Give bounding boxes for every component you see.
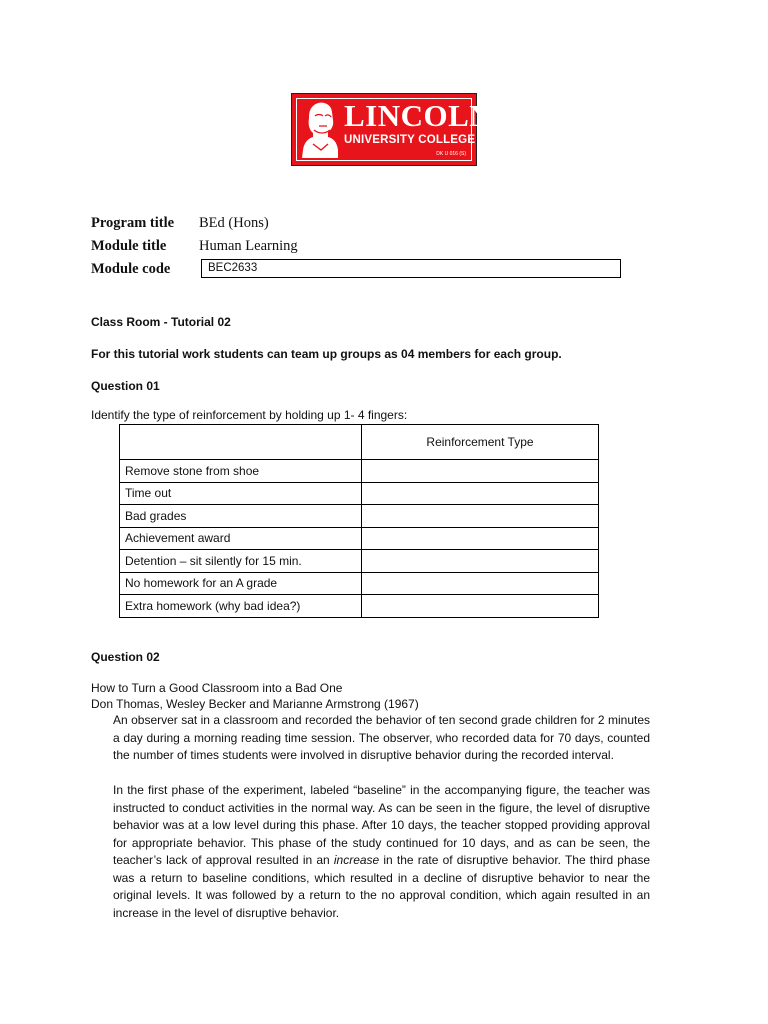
module-title-label: Module title	[91, 238, 167, 254]
question-02-paragraph-2	[113, 782, 650, 922]
behavior-cell: No homework for an A grade	[120, 572, 362, 595]
behavior-cell: Time out	[120, 482, 362, 505]
answer-cell	[362, 572, 599, 595]
logo-registration: DK U 016 (S)	[436, 151, 466, 157]
question-02-heading: Question 02	[91, 650, 160, 664]
table-row	[120, 482, 599, 505]
answer-cell	[362, 460, 599, 483]
question-02-paragraph-1: An observer sat in a classroom and recorded the behavior of ten second grade children for 2 minutes a day during a morning reading time session. The observer, who recorded data for 70 days, counted the number of times students were involved in disruptive behavior during the recorded interval.	[113, 713, 650, 762]
answer-cell	[362, 527, 599, 550]
behavior-cell: Remove stone from shoe	[120, 460, 362, 483]
table-row	[120, 505, 599, 528]
question-01-heading: Question 01	[91, 379, 160, 393]
table-header-row	[120, 425, 599, 460]
tutorial-intro: For this tutorial work students can team up groups as 04 members for each group.	[91, 347, 562, 361]
behavior-cell: Detention – sit silently for 15 min.	[120, 550, 362, 573]
module-code-field: BEC2633	[201, 259, 621, 278]
answer-cell	[362, 505, 599, 528]
table-row	[120, 595, 599, 618]
table-row	[120, 527, 599, 550]
paragraph-2-part-b: in the rate of disruptive behavior. The third phase was a return to baseline conditions, which resulted in a decline of disruptive behavior to near the original levels. It was followed by a return to the no approval condition, which again resulted in an increase in the level of disruptive behavior.	[113, 853, 650, 920]
reinforcement-table	[119, 424, 599, 618]
logo-brand-text: LINCOLN	[344, 98, 493, 133]
table-row	[120, 460, 599, 483]
question-01-prompt: Identify the type of reinforcement by holding up 1- 4 fingers:	[91, 408, 408, 422]
behavior-cell: Achievement award	[120, 527, 362, 550]
table-header-reinforcement-type: Reinforcement Type	[362, 425, 599, 460]
lincoln-bust-icon	[301, 100, 339, 158]
module-code-label: Module code	[91, 261, 171, 277]
logo-subtitle: UNIVERSITY COLLEGE	[344, 134, 476, 146]
program-title-label: Program title	[91, 215, 175, 231]
table-row	[120, 550, 599, 573]
table-row	[120, 572, 599, 595]
answer-cell	[362, 550, 599, 573]
module-title-value: Human Learning	[199, 238, 298, 254]
question-02-authors: Don Thomas, Wesley Becker and Marianne Armstrong (1967)	[91, 697, 419, 711]
paragraph-2-emphasis: increase	[333, 853, 380, 867]
program-title-value: BEd (Hons)	[199, 215, 269, 231]
behavior-cell: Bad grades	[120, 505, 362, 528]
behavior-cell: Extra homework (why bad idea?)	[120, 595, 362, 618]
university-logo	[291, 93, 493, 166]
class-room-title: Class Room - Tutorial 02	[91, 315, 231, 329]
answer-cell	[362, 482, 599, 505]
question-02-title: How to Turn a Good Classroom into a Bad One	[91, 681, 343, 695]
answer-cell	[362, 595, 599, 618]
paragraph-2-part-a: In the first phase of the experiment, labeled “baseline” in the accompanying figure, the teacher was instructed to conduct activities in the normal way. As can be seen in the figure, the level of disruptive behavior was at a low level during this phase. After 10 days, the teacher stopped providing approval for appropriate behavior. This phase of the study continued for 10 days, and as can be seen, the teacher’s lack of approval resulted in an	[113, 783, 650, 867]
table-header-empty-cell	[120, 425, 362, 460]
